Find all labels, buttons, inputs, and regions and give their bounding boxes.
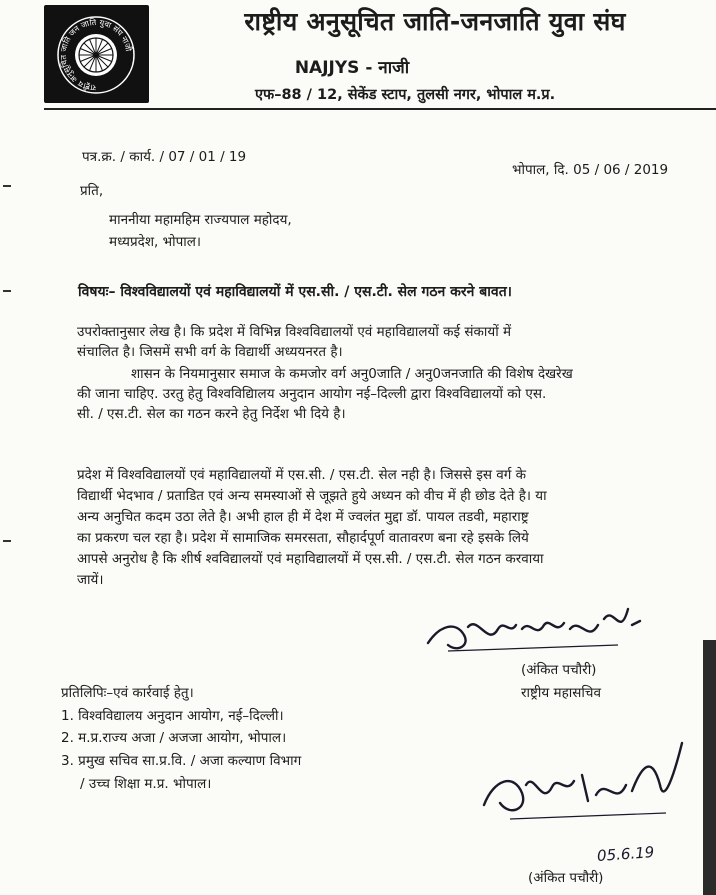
reference-number: पत्र.क्र. / कार्य. / 07 / 01 / 19 [82, 149, 247, 165]
cc-item: 3. प्रमुख सचिव सा.प्र.वि. / अजा कल्याण विभाग [61, 753, 302, 769]
cc-item: 1. विश्वविद्यालय अनुदान आयोग, नई–दिल्ली। [61, 708, 284, 724]
body-paragraph-1 [77, 322, 511, 362]
signatory-title: राष्ट्रीय महासचिव [521, 685, 601, 701]
paragraph-line: जायें। [77, 572, 104, 588]
paragraph-line: विद्यार्थी भेदभाव / प्रताडित एवं अन्य समस्याओं से जूझते हुये अध्यन को वीच में ही छोड देते है। या [77, 488, 547, 504]
paragraph-line: सी. / एस.टी. सेल का गठन करने हेतु निर्देश भी दिये है। [77, 406, 346, 422]
cc-heading: प्रतिलिपिः–एवं कार्रवाई हेतु। [61, 685, 194, 701]
paragraph-line: का प्रकरण चल रहा है। प्रदेश में सामाजिक समरसता, सौहार्दपूर्ण वातावरण बना रहे इसके लिये [77, 530, 529, 546]
logo-ring-text: राष्ट्रीय अनुसूचित जाति जन जाति युवा संघ नाजी [58, 17, 133, 93]
paragraph-line: की जाना चाहिए. उरतु हेतु विश्वविद्यिालय अनुदान आयोग नई–दिल्ली द्वारा विश्वविद्यालयों को एस. [77, 386, 547, 402]
paragraph-line: अन्य अनुचित कदम उठा लेते है। अभी हाल ही में देश में ज्वलंत मुद्दा डॉ. पायल तडवी, महाराष्ट्र [77, 509, 529, 525]
subject-line: विषयः– विश्वविद्यालयों एवं महाविद्यालयों में एस.सी. / एस.टी. सेल गठन करने बावत। [78, 284, 512, 300]
organization-address: एफ–88 / 12, सेकेंड स्टाप, तुलसी नगर, भोपाल म.प्र. [255, 87, 556, 103]
place-date: भोपाल, दि. 05 / 06 / 2019 [512, 162, 669, 178]
margin-mark [3, 290, 11, 292]
organization-abbreviation: NAJJYS - नाजी [294, 58, 410, 78]
signatory-name: (अंकित पचौरी) [521, 662, 597, 678]
paragraph-line: संचालित है। जिसमें सभी वर्ग के विद्यार्थी अध्ययनरत है। [77, 344, 343, 360]
paragraph-line: प्रदेश में विश्वविद्यालयों एवं महाविद्यालयों में एस.सी. / एस.टी. सेल नही है। जिससे इस वर्ग के [77, 467, 527, 483]
second-signatory-name: (अंकित पचौरी) [528, 870, 604, 886]
handwritten-date: 05.6.19 [596, 843, 655, 865]
letterhead-divider [44, 108, 716, 110]
body-paragraph-2 [77, 364, 573, 424]
recipient-line-2: मध्यप्रदेश, भोपाल। [109, 234, 202, 250]
paragraph-line: शासन के नियमानुसार समाज के कमजोर वर्ग अनु0जाति / अनु0जनजाति की विशेष देखरेख [131, 366, 573, 382]
body-paragraph-3 [77, 465, 547, 591]
cc-item-continuation: / उच्च शिक्षा म.प्र. भोपाल। [80, 776, 212, 792]
organization-name: राष्ट्रीय अनुसूचित जाति-जनजाति युवा संघ [244, 7, 626, 36]
paragraph-line: उपरोक्तानुसार लेख है। कि प्रदेश में विभिन्न विश्वविद्यालयों एवं महाविद्यालयों कई संकायों में [77, 324, 512, 340]
scan-edge-shadow [703, 640, 716, 895]
recipient-line-1: माननीया महामहिम राज्यपाल महोदय, [109, 212, 292, 228]
cc-item: 2. म.प्र.राज्य अजा / अजजा आयोग, भोपाल। [61, 730, 287, 746]
signature-1 [418, 595, 668, 665]
signature-2 [470, 735, 700, 845]
to-label: प्रति, [80, 183, 104, 199]
organization-logo [44, 5, 149, 103]
margin-mark [3, 540, 11, 542]
margin-mark [3, 185, 11, 187]
paragraph-line: आपसे अनुरोध है कि शीर्ष श्वविद्यालयों एवं महाविद्यालयों में एस.सी. / एस.टी. सेल गठन करवाया [77, 551, 544, 567]
